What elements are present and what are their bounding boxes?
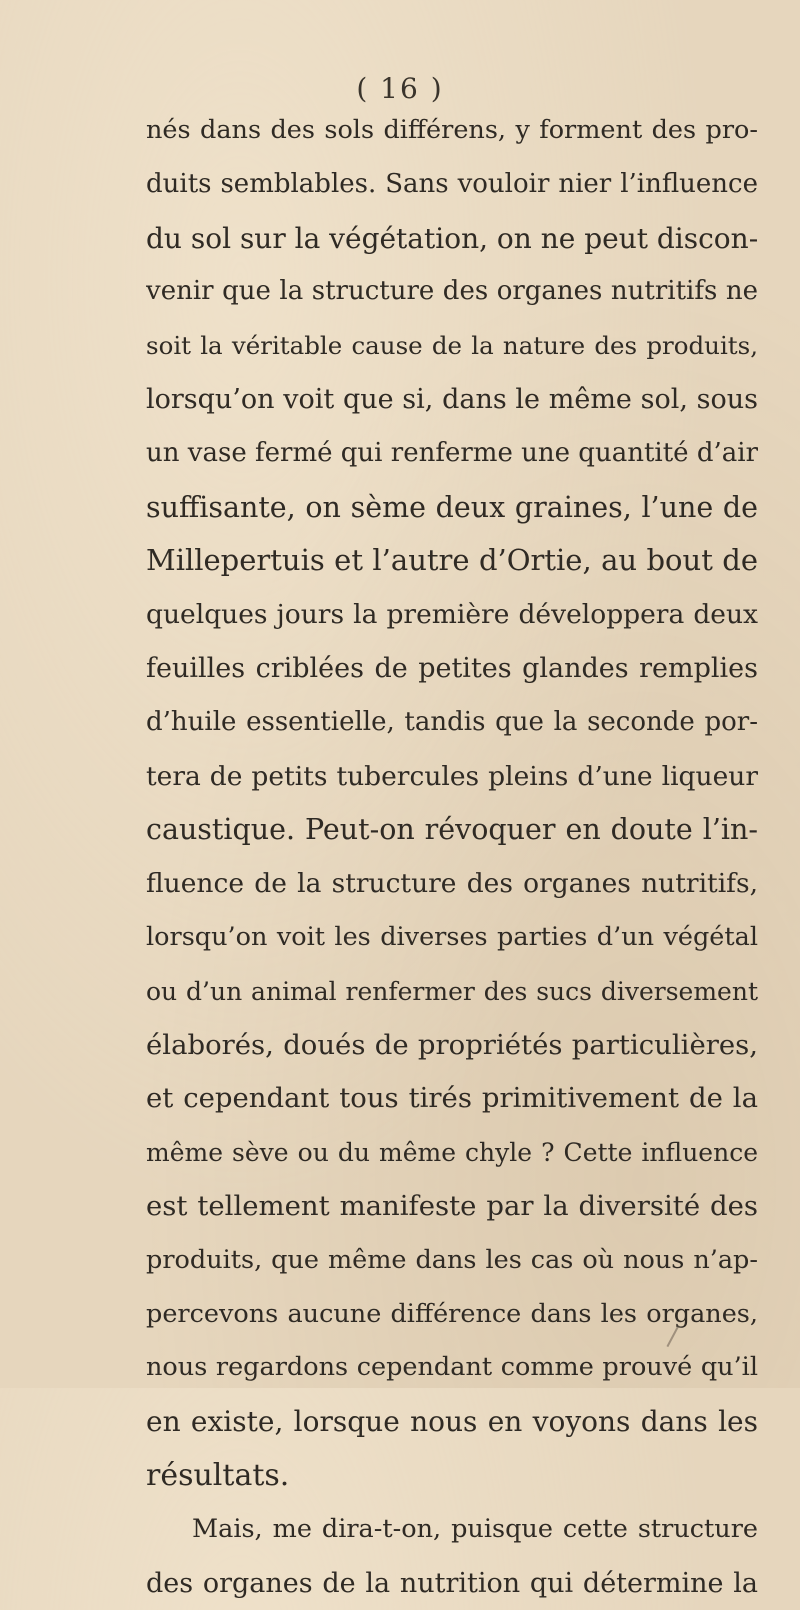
text-line: résultats.: [146, 1457, 290, 1493]
text-line: nous regardons cependant comme prouvé qu’il: [146, 1352, 758, 1383]
text-line: soit la véritable cause de la nature des produits,: [146, 331, 758, 361]
text-line: feuilles criblées de petites glandes remplies: [146, 652, 758, 684]
text-line: produits, que même dans les cas où nous n’ap-: [146, 1244, 758, 1275]
text-line: lorsqu’on voit que si, dans le même sol, sous: [146, 383, 758, 415]
text-line: percevons aucune différence dans les organes,: [146, 1298, 758, 1329]
text-line: un vase fermé qui renferme une quantité d’air: [146, 437, 758, 468]
text-line: nés dans des sols différens, y forment des pro-: [146, 115, 758, 145]
text-line: Mais, me dira-t-on, puisque cette structure: [192, 1513, 758, 1544]
text-line: ou d’un animal renfermer des sucs diversement: [146, 976, 758, 1006]
text-line: d’huile essentielle, tandis que la seconde por-: [146, 706, 758, 737]
text-line: lorsqu’on voit les diverses parties d’un végétal: [146, 921, 758, 952]
text-line: est tellement manifeste par la diversité des: [146, 1189, 758, 1222]
text-line: des organes de la nutrition qui détermine la: [146, 1567, 758, 1599]
text-line: suffisante, on sème deux graines, l’une de: [146, 490, 758, 524]
text-line: et cependant tous tirés primitivement de la: [146, 1082, 758, 1115]
body-text: [146, 104, 758, 1610]
text-line: duits semblables. Sans vouloir nier l’influence: [146, 168, 758, 199]
text-line: élaborés, doués de propriétés particulières,: [146, 1028, 758, 1061]
text-line: en existe, lorsque nous en voyons dans les: [146, 1405, 758, 1439]
text-line: fluence de la structure des organes nutritifs,: [146, 868, 758, 900]
text-line: caustique. Peut-on révoquer en doute l’in-: [146, 813, 758, 847]
text-line: même sève ou du même chyle ? Cette influence: [146, 1138, 758, 1168]
text-line: quelques jours la première développera deux: [146, 599, 758, 631]
text-line: Millepertuis et l’autre d’Ortie, au bout de: [146, 543, 758, 578]
text-line: du sol sur la végétation, on ne peut discon-: [146, 221, 758, 255]
text-line: tera de petits tubercules pleins d’une liqueur: [146, 760, 758, 792]
page-number: ( 16 ): [356, 72, 444, 105]
text-line: venir que la structure des organes nutritifs ne: [146, 276, 758, 307]
